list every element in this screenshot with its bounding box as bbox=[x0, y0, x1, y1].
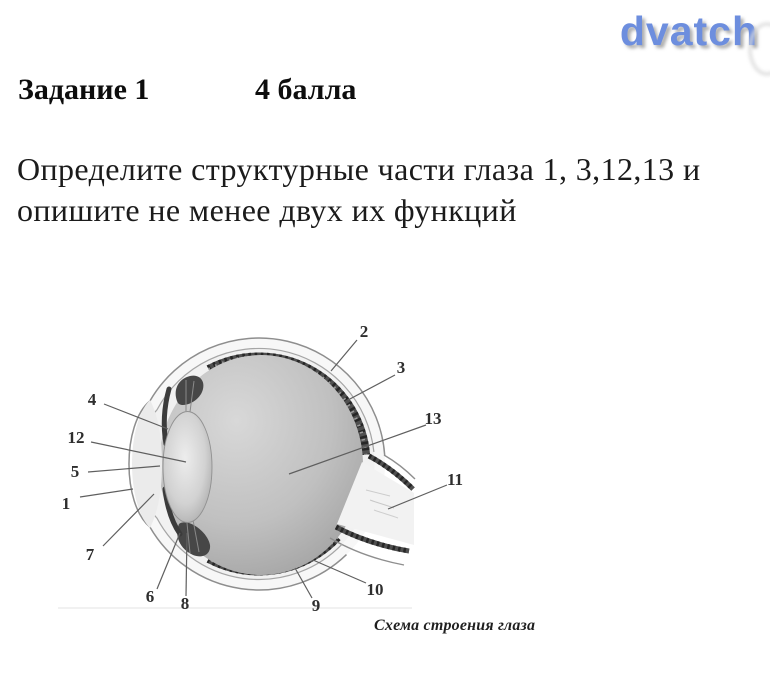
figure-label: 4 bbox=[87, 390, 97, 409]
eye-lens bbox=[163, 412, 212, 523]
question-line-2: опишите не менее двух их функций bbox=[17, 192, 517, 228]
figure-label: 13 bbox=[424, 409, 442, 428]
figure-label: 7 bbox=[85, 545, 95, 564]
figure-label: 12 bbox=[67, 428, 85, 447]
leader-line bbox=[80, 489, 133, 497]
task-title: Задание 1 bbox=[18, 73, 150, 106]
figure-label-group bbox=[62, 489, 133, 513]
figure-label: 1 bbox=[61, 494, 71, 513]
figure-caption: Схема строения глаза bbox=[374, 617, 536, 634]
figure-label: 3 bbox=[396, 358, 406, 377]
figure-label: 9 bbox=[311, 596, 321, 615]
figure-label: 5 bbox=[70, 462, 80, 481]
figure-label: 6 bbox=[145, 587, 155, 606]
figure-label-group bbox=[331, 322, 368, 371]
figure-label-group bbox=[86, 494, 154, 564]
figure-label: 11 bbox=[446, 470, 464, 489]
figure-label: 10 bbox=[366, 580, 384, 599]
question-line-1: Определите структурные части глаза 1, 3,12,13 и bbox=[17, 151, 701, 187]
figure-label: 8 bbox=[180, 594, 190, 613]
leader-line bbox=[331, 340, 357, 371]
watermark: dvatch bbox=[619, 8, 758, 54]
figure-label: 2 bbox=[359, 322, 369, 341]
task-points: 4 балла bbox=[255, 73, 357, 106]
